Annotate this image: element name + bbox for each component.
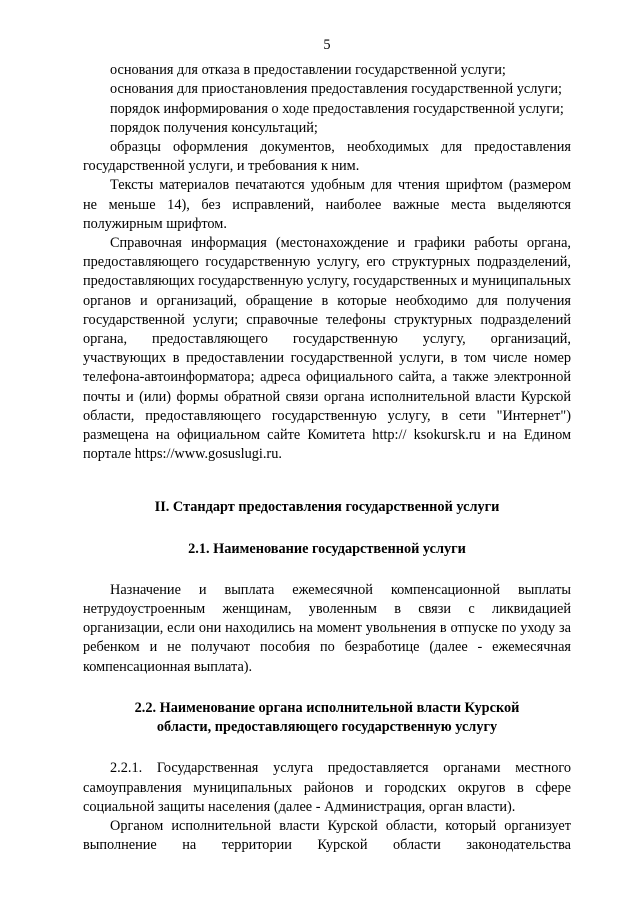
- spacer: [83, 518, 571, 540]
- page-number: 5: [323, 37, 331, 53]
- intro-item-suspension: основания для приостановления предоставления государственной услуги;: [110, 81, 563, 98]
- document-page: [83, 36, 571, 855]
- intro-item-consultations: порядок получения консультаций;: [110, 119, 318, 136]
- subsection-2-1-title: 2.1. Наименование государственной услуги: [188, 540, 466, 557]
- subsection-2-2-title: [83, 699, 571, 737]
- spacer: [83, 737, 571, 759]
- reference-paragraph: Справочная информация (местонахождение и графики работы органа, предоставляющего государственную услугу, его структурных подразделений, предоставляющих государственную услугу, государственных и муниципальных органов и организаций, обращение в которые необходимо для получения государственной услуги; справочные телефоны структурных подразделений органа, предоставляющего государственную услугу, организаций, участвующих в предоставлении государственной услуги, в том числе номер телефона-автоинформатора; адреса официального сайта, а также электронной почты и (или) формы обратной связи органа исполнительной власти Курской области, предоставляющего государственную услугу, в сети "Интернет") размещена на официальном сайте Комитета http:// ksokursk.ru и на Едином портале https://www.gosuslugi.ru.: [83, 235, 571, 463]
- intro-item-informing: порядок информирования о ходе предоставления государственной услуги;: [110, 100, 564, 117]
- texts-paragraph: Тексты материалов печатаются удобным для чтения шрифтом (размером не меньше 14), без исправлений, наиболее важные места выделяются полужирным шрифтом.: [83, 177, 571, 232]
- spacer: [83, 559, 571, 581]
- subsection-2-2-paragraph-2: Органом исполнительной власти Курской области, который организует выполнение на территории Курской области законодательства: [83, 817, 571, 854]
- subsection-2-2-title-line1: 2.2. Наименование органа исполнительной власти Курской: [134, 699, 520, 716]
- spacer: [83, 464, 571, 498]
- subsection-2-2-paragraph-1: 2.2.1. Государственная услуга предоставляется органами местного самоуправления муниципальных районов и городских округов в сфере социальной защиты населения (далее - Администрация, орган власти).: [83, 760, 571, 815]
- section-title: II. Стандарт предоставления государственной услуги: [154, 499, 500, 516]
- subsection-2-2-title-line2: области, предоставляющего государственную услугу: [156, 719, 498, 736]
- spacer: [83, 677, 571, 699]
- subsection-2-1-paragraph: Назначение и выплата ежемесячной компенсационной выплаты нетрудоустроенным женщинам, уволенным в связи с ликвидацией организации, если они находились на момент увольнения в отпуске по уходу за ребенком и не получают пособия по безработице (далее - ежемесячная компенсационная выплата).: [83, 581, 571, 675]
- intro-item-document-samples: образцы оформления документов, необходимых для предоставления государственной услуги, и требования к ним.: [83, 139, 571, 175]
- intro-item-refusal: основания для отказа в предоставлении государственной услуги;: [110, 62, 506, 79]
